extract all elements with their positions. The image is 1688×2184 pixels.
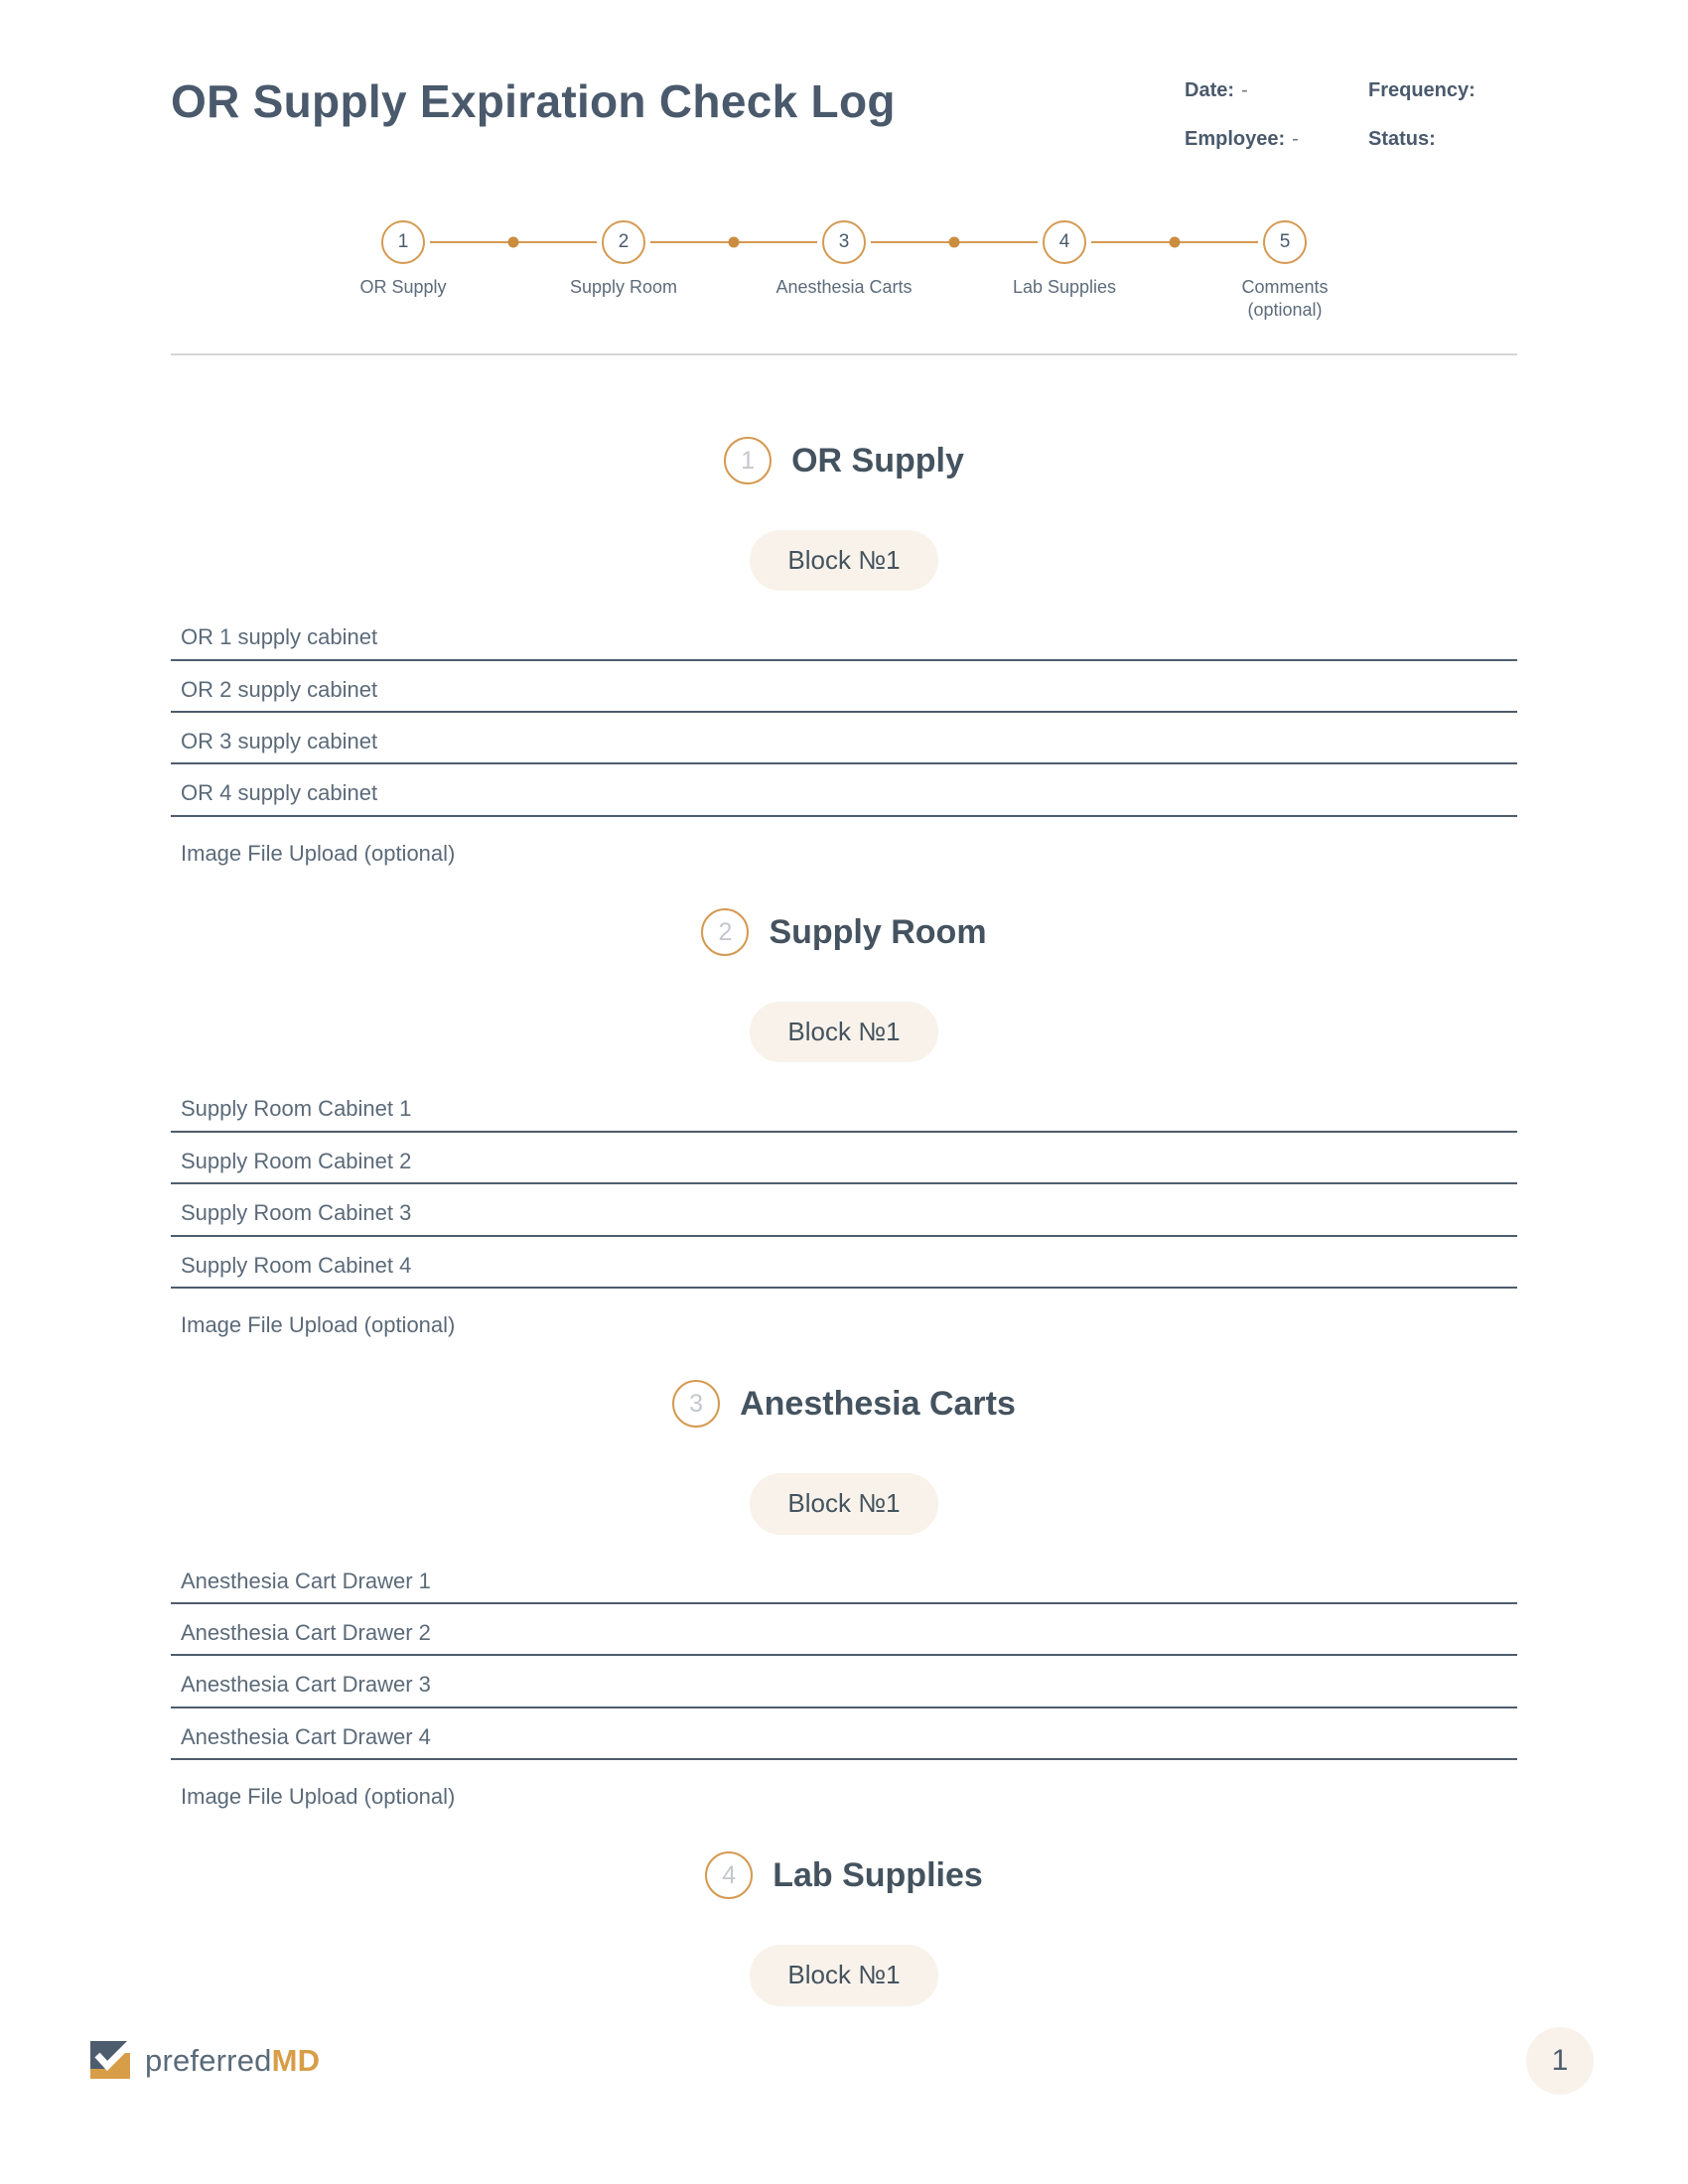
meta-employee bbox=[1185, 128, 1368, 151]
meta-frequency-label: Frequency: bbox=[1368, 79, 1476, 101]
page-header bbox=[171, 64, 1517, 151]
section-title: Supply Room bbox=[769, 912, 987, 951]
block-badge: Block №1 bbox=[750, 1473, 937, 1534]
step-label: Anesthesia Carts bbox=[775, 277, 913, 297]
step-number-circle[interactable]: 3 bbox=[822, 220, 866, 264]
section-fields bbox=[171, 624, 1517, 867]
checkmark-logo-icon bbox=[89, 2041, 135, 2081]
field-row-supply-room-cabinet-4[interactable]: Supply Room Cabinet 4 bbox=[171, 1253, 1517, 1289]
meta-date-label: Date: bbox=[1185, 79, 1235, 101]
meta-status-label: Status: bbox=[1368, 128, 1436, 150]
image-file-upload-control[interactable]: Image File Upload (optional) bbox=[181, 1784, 456, 1810]
stepper-step-comments[interactable] bbox=[1175, 220, 1395, 322]
block-badge: Block №1 bbox=[750, 1945, 937, 2005]
field-row-anesthesia-cart-drawer-1[interactable]: Anesthesia Cart Drawer 1 bbox=[171, 1569, 1517, 1604]
section-title: OR Supply bbox=[791, 441, 964, 479]
field-row-anesthesia-cart-drawer-3[interactable]: Anesthesia Cart Drawer 3 bbox=[171, 1672, 1517, 1707]
page-number-badge: 1 bbox=[1526, 2027, 1594, 2095]
section-number-circle: 1 bbox=[724, 437, 772, 484]
page-footer bbox=[0, 2027, 1688, 2095]
section-title: Anesthesia Carts bbox=[740, 1384, 1016, 1423]
image-file-upload-control[interactable]: Image File Upload (optional) bbox=[181, 840, 456, 866]
field-row-supply-room-cabinet-1[interactable]: Supply Room Cabinet 1 bbox=[171, 1096, 1517, 1132]
field-row-or-2-supply-cabinet[interactable]: OR 2 supply cabinet bbox=[171, 677, 1517, 713]
field-row-or-4-supply-cabinet[interactable]: OR 4 supply cabinet bbox=[171, 780, 1517, 816]
section-number-circle: 3 bbox=[672, 1380, 720, 1428]
section-number-circle: 2 bbox=[701, 908, 749, 956]
field-row-supply-room-cabinet-3[interactable]: Supply Room Cabinet 3 bbox=[171, 1200, 1517, 1236]
step-number-circle[interactable]: 2 bbox=[602, 220, 645, 264]
brand-name-part2: MD bbox=[271, 2043, 321, 2078]
section-header bbox=[171, 1380, 1517, 1428]
stepper-step-supply-room[interactable] bbox=[513, 220, 734, 322]
brand-logo bbox=[89, 2041, 320, 2081]
meta-employee-label: Employee: bbox=[1185, 128, 1286, 150]
section-title: Lab Supplies bbox=[773, 1855, 983, 1894]
page-title: OR Supply Expiration Check Log bbox=[171, 75, 896, 127]
step-label: Comments (optional) bbox=[1241, 277, 1329, 321]
field-row-or-3-supply-cabinet[interactable]: OR 3 supply cabinet bbox=[171, 729, 1517, 764]
section-header bbox=[171, 1851, 1517, 1899]
stepper-step-or-supply[interactable] bbox=[293, 220, 513, 322]
stepper-step-lab-supplies[interactable] bbox=[954, 220, 1175, 322]
step-number-circle[interactable]: 4 bbox=[1043, 220, 1086, 264]
section-fields bbox=[171, 1569, 1517, 1811]
meta-employee-value: - bbox=[1292, 128, 1299, 150]
section-or-supply bbox=[171, 437, 1517, 867]
section-supply-room bbox=[171, 908, 1517, 1338]
step-label: Lab Supplies bbox=[1012, 277, 1117, 297]
stepper-step-anesthesia-carts[interactable] bbox=[734, 220, 954, 322]
step-number-circle[interactable]: 5 bbox=[1263, 220, 1307, 264]
field-row-anesthesia-cart-drawer-2[interactable]: Anesthesia Cart Drawer 2 bbox=[171, 1620, 1517, 1656]
step-label: Supply Room bbox=[569, 277, 678, 297]
meta-status bbox=[1368, 128, 1517, 151]
step-label: OR Supply bbox=[359, 277, 447, 297]
section-fields bbox=[171, 1096, 1517, 1338]
header-meta bbox=[1185, 64, 1517, 151]
meta-date-value: - bbox=[1241, 79, 1248, 101]
brand-name-part1: preferred bbox=[145, 2043, 272, 2078]
section-header bbox=[171, 908, 1517, 956]
section-header bbox=[171, 437, 1517, 484]
brand-wordmark bbox=[145, 2043, 320, 2079]
progress-stepper bbox=[171, 220, 1517, 322]
field-row-anesthesia-cart-drawer-4[interactable]: Anesthesia Cart Drawer 4 bbox=[171, 1724, 1517, 1760]
step-number-circle[interactable]: 1 bbox=[381, 220, 425, 264]
section-anesthesia-carts bbox=[171, 1380, 1517, 1810]
meta-frequency bbox=[1368, 79, 1517, 102]
field-row-or-1-supply-cabinet[interactable]: OR 1 supply cabinet bbox=[171, 624, 1517, 660]
image-file-upload-control[interactable]: Image File Upload (optional) bbox=[181, 1311, 456, 1337]
field-row-supply-room-cabinet-2[interactable]: Supply Room Cabinet 2 bbox=[171, 1149, 1517, 1184]
block-badge: Block №1 bbox=[750, 530, 937, 591]
header-divider bbox=[171, 353, 1517, 355]
meta-date bbox=[1185, 79, 1368, 102]
section-lab-supplies bbox=[171, 1851, 1517, 2005]
block-badge: Block №1 bbox=[750, 1002, 937, 1062]
section-number-circle: 4 bbox=[705, 1851, 753, 1899]
